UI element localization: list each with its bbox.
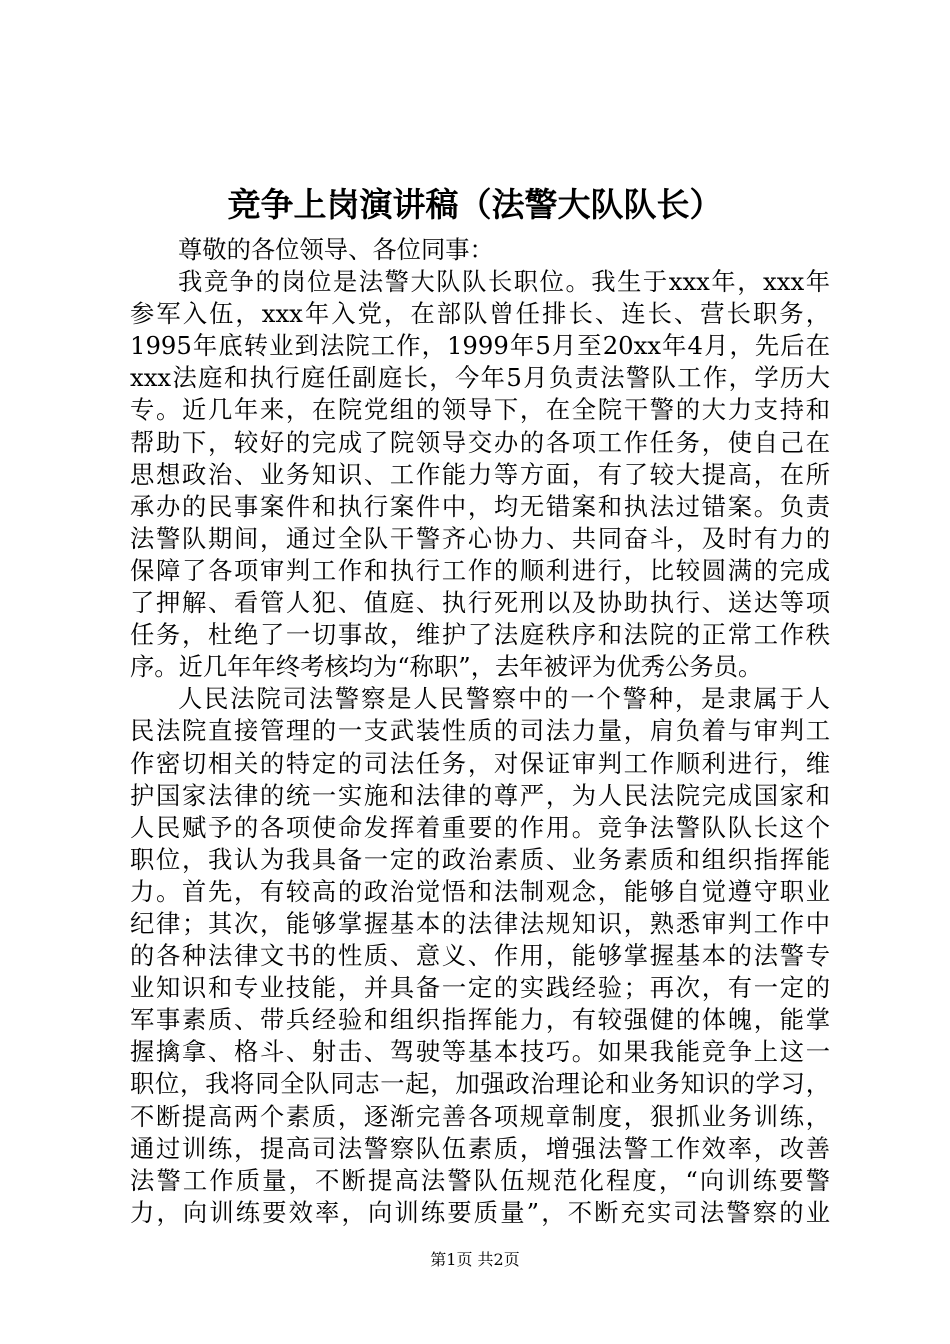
text-line: 参军入伍，xxx年入党，在部队曾任排长、连长、营长职务， bbox=[130, 299, 830, 329]
text-line: 人民赋予的各项使命发挥着重要的作用。竞争法警队队长这个 bbox=[130, 812, 830, 842]
text-line: 不断提高两个素质，逐渐完善各项规章制度，狠抓业务训练， bbox=[130, 1101, 830, 1131]
text-line: 民法院直接管理的一支武装性质的司法力量，肩负着与审判工 bbox=[130, 716, 830, 746]
text-line: 1995年底转业到法院工作，1999年5月至20xx年4月，先后在 bbox=[130, 331, 830, 361]
text-line: 护国家法律的统一实施和法律的尊严，为人民法院完成国家和 bbox=[130, 780, 830, 810]
text-line: 人民法院司法警察是人民警察中的一个警种，是隶属于人 bbox=[178, 684, 830, 714]
document-body bbox=[130, 234, 830, 1229]
text-line: 纪律；其次，能够掌握基本的法律法规知识，熟悉审判工作中 bbox=[130, 908, 830, 938]
text-line: 的各种法律文书的性质、意义、作用，能够掌握基本的法警专 bbox=[130, 941, 830, 971]
text-line: 力。首先，有较高的政治觉悟和法制观念，能够自觉遵守职业 bbox=[130, 876, 830, 906]
salutation-line: 尊敬的各位领导、各位同事： bbox=[178, 235, 494, 264]
text-line: 了押解、看管人犯、值庭、执行死刑以及协助执行、送达等项 bbox=[130, 588, 830, 618]
text-line: 我竞争的岗位是法警大队队长职位。我生于xxx年，xxx年 bbox=[178, 267, 830, 297]
text-line: 承办的民事案件和执行案件中，均无错案和执法过错案。负责 bbox=[130, 491, 830, 521]
text-line: 保障了各项审判工作和执行工作的顺利进行，比较圆满的完成 bbox=[130, 555, 830, 585]
text-line: 军事素质、带兵经验和组织指挥能力，有较强健的体魄，能掌 bbox=[130, 1005, 830, 1035]
text-line: 任务，杜绝了一切事故，维护了法庭秩序和法院的正常工作秩 bbox=[130, 620, 830, 650]
page-number: 第1页 共2页 bbox=[430, 1250, 520, 1269]
text-line: 通过训练，提高司法警察队伍素质，增强法警工作效率，改善 bbox=[130, 1133, 830, 1163]
document-title: 竞争上岗演讲稿（法警大队队长） bbox=[227, 185, 723, 224]
text-line: 力，向训练要效率，向训练要质量”，不断充实司法警察的业 bbox=[130, 1197, 830, 1227]
text-line: 握擒拿、格斗、射击、驾驶等基本技巧。如果我能竞争上这一 bbox=[130, 1037, 830, 1067]
text-line: 职位，我认为我具备一定的政治素质、业务素质和组织指挥能 bbox=[130, 844, 830, 874]
text-line: 作密切相关的特定的司法任务，对保证审判工作顺利进行，维 bbox=[130, 748, 830, 778]
text-line: 思想政治、业务知识、工作能力等方面，有了较大提高，在所 bbox=[130, 459, 830, 489]
text-line: 业知识和专业技能，并具备一定的实践经验；再次，有一定的 bbox=[130, 973, 830, 1003]
text-line: 职位，我将同全队同志一起，加强政治理论和业务知识的学习， bbox=[130, 1069, 830, 1099]
text-line: 法警工作质量，不断提高法警队伍规范化程度，“向训练要警 bbox=[130, 1165, 830, 1195]
text-line: 帮助下，较好的完成了院领导交办的各项工作任务，使自己在 bbox=[130, 427, 830, 457]
text-line: 序。近几年年终考核均为“称职”，去年被评为优秀公务员。 bbox=[130, 652, 763, 682]
text-line: 专。近几年来，在院党组的领导下，在全院干警的大力支持和 bbox=[130, 395, 830, 425]
text-line: xxx法庭和执行庭任副庭长，今年5月负责法警队工作，学历大 bbox=[130, 363, 830, 393]
text-line: 法警队期间，通过全队干警齐心协力、共同奋斗，及时有力的 bbox=[130, 523, 830, 553]
